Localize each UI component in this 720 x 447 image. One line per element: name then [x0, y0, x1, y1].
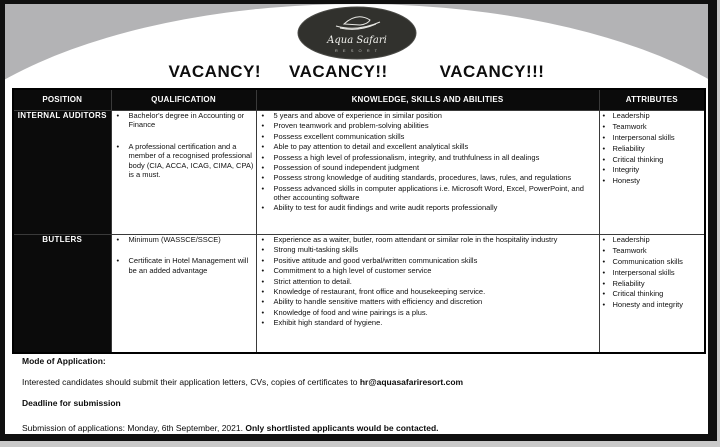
bullet-item: • Strong multi-tasking skills	[257, 245, 599, 254]
attributes-list	[600, 111, 705, 186]
bullet-item: • Experience as a waiter, butler, room attendant or similar role in the hospitality industry	[257, 235, 599, 244]
bullet-item: • Minimum (WASSCE/SSCE)	[112, 235, 256, 244]
submission-text-line	[22, 423, 688, 433]
bullet-item: • Communication skills	[600, 257, 705, 266]
column-header-qualification: QUALIFICATION	[111, 89, 256, 111]
bullet-item: • Possess excellent communication skills	[257, 132, 599, 141]
bullet-item: • Critical thinking	[600, 289, 705, 298]
bullet-item: • Possess a high level of professionalism, integrity, and truthfulness in all dealings	[257, 153, 599, 162]
skills-list	[257, 111, 599, 213]
qualification-cell	[111, 235, 256, 354]
bullet-item: • Reliability	[600, 279, 705, 288]
column-header-skills: KNOWLEDGE, SKILLS AND ABILITIES	[256, 89, 599, 111]
qualification-list	[112, 111, 256, 179]
bullet-item: • Ability to handle sensitive matters with efficiency and discretion	[257, 297, 599, 306]
mode-of-application-heading: Mode of Application:	[22, 356, 106, 366]
column-header-attributes: ATTRIBUTES	[599, 89, 705, 111]
attributes-cell	[599, 235, 705, 354]
bullet-item: • Honesty and integrity	[600, 300, 705, 309]
submission-bold-text: Only shortlisted applicants would be contacted.	[245, 422, 439, 433]
bullet-item: • Possess strong knowledge of auditing standards, procedures, laws, rules, and regulations	[257, 173, 599, 182]
position-cell: BUTLERS	[13, 235, 111, 354]
bullet-item: • Teamwork	[600, 122, 705, 131]
bullet-item: • Certificate in Hotel Management will be an added advantage	[112, 256, 256, 275]
application-info	[22, 356, 688, 433]
mode-text: Interested candidates should submit their application letters, CVs, copies of certificates to	[22, 377, 360, 388]
bullet-item: • Possess advanced skills in computer applications i.e. Microsoft Word, Excel, PowerPoint, and other accounting software	[257, 184, 599, 203]
bullet-item: • Leadership	[600, 235, 705, 244]
bullet-item: • Bachelor's degree in Accounting or Finance	[112, 111, 256, 130]
aqua-safari-logo	[296, 6, 418, 60]
bullet-item: • Interpersonal skills	[600, 268, 705, 277]
bullet-item: • Possession of sound independent judgment	[257, 163, 599, 172]
vacancy-table	[12, 88, 706, 354]
bullet-item: • Leadership	[600, 111, 705, 120]
vacancy-word-1: VACANCY!	[168, 62, 262, 81]
bullet-item: • Strict attention to detail.	[257, 277, 599, 286]
deadline-heading: Deadline for submission	[22, 398, 121, 409]
qualification-cell	[111, 111, 256, 235]
bullet-item: • Ability to test for audit findings and write audit reports professionally	[257, 203, 599, 212]
vacancy-heading	[5, 62, 708, 82]
bullet-item: • Honesty	[600, 176, 705, 185]
bullet-item: • 5 years and above of experience in similar position	[257, 111, 599, 120]
mode-of-application-text	[22, 377, 688, 387]
table-row-butlers	[13, 235, 705, 354]
bullet-item: • Critical thinking	[600, 155, 705, 164]
submission-text: Submission of applications: Monday, 6th September, 2021.	[22, 422, 246, 433]
skills-cell	[256, 111, 599, 235]
attributes-cell	[599, 111, 705, 235]
bullet-item: • Exhibit high standard of hygiene.	[257, 318, 599, 327]
bullet-item: • Commitment to a high level of customer service	[257, 266, 599, 275]
bullet-item: • Knowledge of restaurant, front office and housekeeping service.	[257, 287, 599, 296]
bullet-item: • Integrity	[600, 165, 705, 174]
bullet-item: • Able to pay attention to detail and excellent analytical skills	[257, 142, 599, 151]
logo-resort-text: R E S O R T	[334, 48, 379, 53]
qualification-list	[112, 235, 256, 275]
attributes-list	[600, 235, 705, 310]
position-cell: INTERNAL AUDITORS	[13, 111, 111, 235]
vacancy-word-2: VACANCY!!	[289, 62, 388, 81]
bullet-item: • Proven teamwork and problem-solving abilities	[257, 121, 599, 130]
bullet-item: • Knowledge of food and wine pairings is a plus.	[257, 308, 599, 317]
bullet-item: • A professional certification and a member of a recognised professional body (CIA, ACCA, ICAG, CIMA, CPA) is a must.	[112, 142, 256, 180]
bullet-item: • Reliability	[600, 144, 705, 153]
skills-list	[257, 235, 599, 327]
bullet-item: • Teamwork	[600, 246, 705, 255]
application-email: hr@aquasafariresort.com	[359, 377, 464, 388]
bullet-item: • Positive attitude and good verbal/written communication skills	[257, 256, 599, 265]
table-header-row	[13, 89, 705, 111]
vacancy-word-3: VACANCY!!!	[439, 62, 545, 81]
skills-cell	[256, 235, 599, 354]
table-row-internal-auditors	[13, 111, 705, 235]
column-header-position: POSITION	[13, 89, 111, 111]
logo-brand-text: Aqua Safari	[326, 35, 387, 46]
bullet-item: • Interpersonal skills	[600, 133, 705, 142]
